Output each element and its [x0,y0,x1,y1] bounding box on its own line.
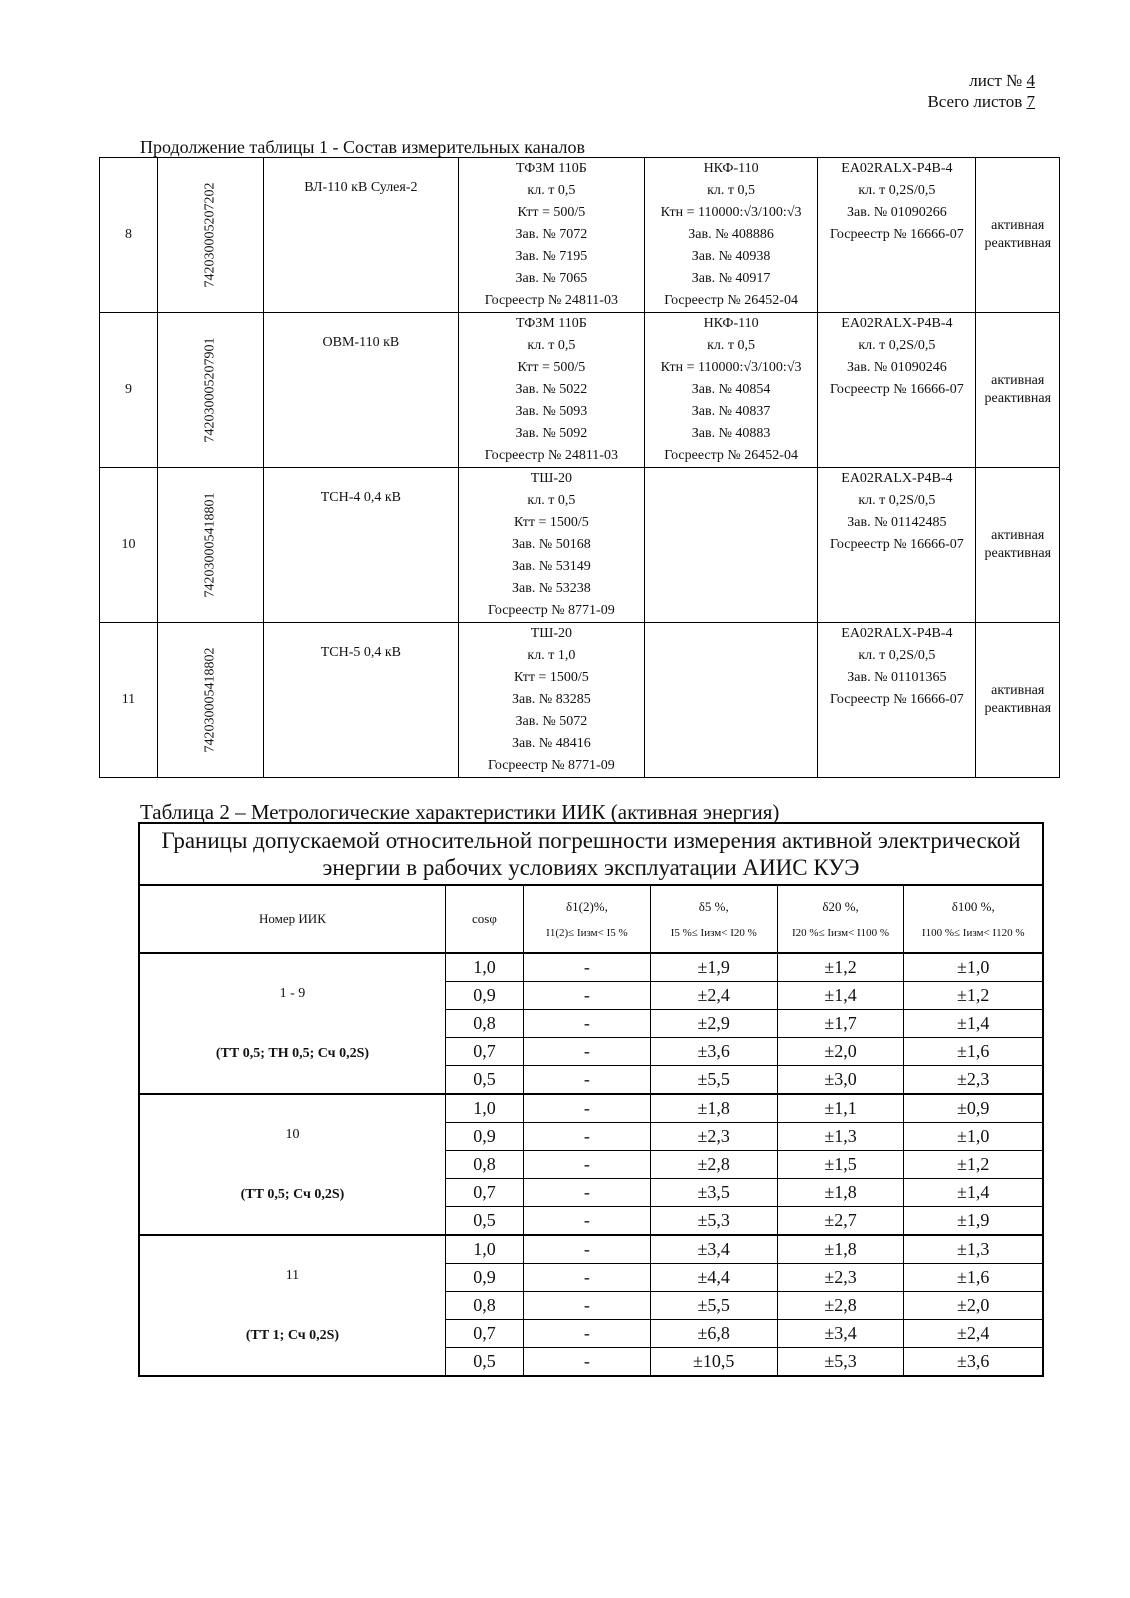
table2-title-line1: Границы допускаемой относительной погрешности измерения активной электрической [161,828,1021,853]
energy-type-line: активная [991,373,1045,388]
sheet-number-line [927,70,1035,91]
error-value: ±3,4 [650,1235,777,1264]
channel-code [157,158,263,313]
error-value: ±1,9 [904,1207,1043,1236]
header-iik: Номер ИИК [139,885,445,953]
energy-type-line: реактивная [984,391,1052,406]
table2-title [139,823,1043,885]
tt-line: Зав. № 5092 [515,426,588,441]
error-value: - [524,1207,651,1236]
error-value: ±1,4 [904,1179,1043,1207]
iik-group-composition: (ТТ 0,5; ТН 0,5; Сч 0,2S) [215,1046,370,1061]
channel-code-text: 742030005418801 [202,492,218,598]
tt-line: Госреестр № 24811-03 [484,448,618,463]
error-value: ±1,3 [777,1123,904,1151]
channel-row [100,313,1060,468]
channel-code [157,623,263,778]
tt-line: Зав. № 7065 [515,271,588,286]
header-d100-label: δ100 %, [951,899,995,914]
tn-line: Зав. № 408886 [688,227,774,242]
meter-line: Зав. № 01142485 [847,515,947,530]
error-value: - [524,1179,651,1207]
channel-number: 10 [100,468,158,623]
tn-line: Ктн = 110000:√3/100:√3 [660,360,802,375]
metrology-row [139,953,1043,982]
channel-row [100,623,1060,778]
channel-tt [458,313,644,468]
table2-caption: Таблица 2 – Метрологические характеристики ИИК (активная энергия) [140,800,780,824]
cos-value: 0,7 [445,1179,523,1207]
channel-tn [644,313,817,468]
error-value: ±1,8 [777,1235,904,1264]
channel-code-text: 742030005207901 [202,337,218,443]
meter-line: кл. т 0,2S/0,5 [858,338,936,353]
energy-type [976,623,1060,778]
channel-code-text: 742030005207202 [202,182,218,288]
energy-type [976,468,1060,623]
cos-value: 0,5 [445,1348,523,1377]
error-value: ±2,3 [777,1264,904,1292]
meter-line: кл. т 0,2S/0,5 [858,183,936,198]
meter-line: Зав. № 01101365 [847,670,947,685]
meter-line: ЕА02RALX-P4B-4 [841,316,953,331]
header-d20 [777,885,904,953]
channel-code [157,468,263,623]
tt-line: ТФЗМ 110Б [515,161,587,176]
meter-line: ЕА02RALX-P4B-4 [841,626,953,641]
tt-line: Зав. № 48416 [512,736,591,751]
metrology-row [139,1094,1043,1123]
energy-type-line: реактивная [984,701,1052,716]
error-value: ±10,5 [650,1348,777,1377]
error-value: ±2,4 [650,982,777,1010]
error-value: ±1,2 [777,953,904,982]
energy-type-line: активная [991,683,1045,698]
page-header [927,70,1035,112]
header-d5-label: δ5 %, [698,899,729,914]
meter-line: Госреестр № 16666-07 [830,382,964,397]
cos-value: 0,5 [445,1207,523,1236]
error-value: ±2,8 [650,1151,777,1179]
meter-line: Зав. № 01090266 [847,205,947,220]
header-cos: cosφ [445,885,523,953]
error-value: ±2,7 [777,1207,904,1236]
tn-line: НКФ-110 [703,161,759,176]
error-value: - [524,1264,651,1292]
channel-meter [818,158,976,313]
tn-line: кл. т 0,5 [707,183,756,198]
header-d20-label: δ20 %, [822,899,859,914]
error-value: ±2,4 [904,1320,1043,1348]
meter-line: Госреестр № 16666-07 [830,227,964,242]
metrology-row [139,1235,1043,1264]
error-value: ±1,6 [904,1264,1043,1292]
header-d100-range: I100 %≤ Iизм< I120 % [921,927,1025,939]
error-value: ±3,5 [650,1179,777,1207]
tt-line: Зав. № 5072 [515,714,588,729]
error-value: ±5,3 [777,1348,904,1377]
error-value: - [524,1320,651,1348]
iik-group-composition: (ТТ 1; Сч 0,2S) [245,1328,340,1343]
error-value: - [524,1094,651,1123]
cos-value: 1,0 [445,1094,523,1123]
channel-number: 11 [100,623,158,778]
error-value: ±1,1 [777,1094,904,1123]
energy-type-line: активная [991,528,1045,543]
error-value: ±0,9 [904,1094,1043,1123]
error-value: ±1,6 [904,1038,1043,1066]
error-value: ±4,4 [650,1264,777,1292]
tt-line: Ктт = 500/5 [517,360,586,375]
tn-line: Госреестр № 26452-04 [664,293,798,308]
error-value: ±3,4 [777,1320,904,1348]
tt-line: Госреестр № 24811-03 [484,293,618,308]
header-d100 [904,885,1043,953]
tt-line: Зав. № 7072 [515,227,588,242]
meter-line: кл. т 0,2S/0,5 [858,648,936,663]
tt-line: Ктт = 1500/5 [513,515,589,530]
error-value: ±3,0 [777,1066,904,1095]
error-value: ±5,5 [650,1292,777,1320]
tt-line: кл. т 0,5 [527,183,576,198]
meter-line: ЕА02RALX-P4B-4 [841,161,953,176]
cos-value: 0,8 [445,1151,523,1179]
error-value: ±5,5 [650,1066,777,1095]
channel-tn [644,623,817,778]
tn-line: Зав. № 40938 [691,249,771,264]
tt-line: кл. т 1,0 [527,648,576,663]
tt-line: Зав. № 83285 [512,692,591,707]
tt-line: Зав. № 5093 [515,404,588,419]
sheet-label: лист № [969,71,1023,90]
cos-value: 0,9 [445,982,523,1010]
tn-line: Зав. № 40854 [691,382,771,397]
channel-code-text: 742030005418802 [202,647,218,753]
channel-tt [458,623,644,778]
tn-line: Ктн = 110000:√3/100:√3 [660,205,802,220]
tt-line: ТШ-20 [530,626,573,641]
error-value: ±2,3 [904,1066,1043,1095]
tn-line: Зав. № 40883 [691,426,771,441]
header-d20-range: I20 %≤ Iизм< I100 % [792,927,890,939]
tn-line: Госреестр № 26452-04 [664,448,798,463]
iik-group [139,953,445,1094]
channel-number: 8 [100,158,158,313]
tn-line: Зав. № 40837 [691,404,771,419]
energy-type-line: реактивная [984,546,1052,561]
error-value: - [524,1123,651,1151]
iik-group [139,1094,445,1235]
iik-group [139,1235,445,1376]
error-value: - [524,1235,651,1264]
error-value: ±5,3 [650,1207,777,1236]
error-value: ±2,0 [777,1038,904,1066]
meter-line: Госреестр № 16666-07 [830,692,964,707]
channel-row [100,158,1060,313]
tt-line: Госреестр № 8771-09 [487,603,615,618]
error-value: - [524,1010,651,1038]
error-value: - [524,1151,651,1179]
error-value: ±3,6 [904,1348,1043,1377]
iik-group-composition: (ТТ 0,5; Сч 0,2S) [240,1187,345,1202]
tn-line: НКФ-110 [703,316,759,331]
channel-meter [818,313,976,468]
cos-value: 0,7 [445,1038,523,1066]
cos-value: 0,5 [445,1066,523,1095]
error-value: ±2,3 [650,1123,777,1151]
error-value: ±1,7 [777,1010,904,1038]
metrology-table [138,822,1044,1377]
channel-code [157,313,263,468]
total-sheets-line [927,91,1035,112]
channel-number: 9 [100,313,158,468]
channel-name: ТСН-4 0,4 кВ [263,468,458,623]
channel-row [100,468,1060,623]
error-value: ±1,4 [777,982,904,1010]
tt-line: Ктт = 1500/5 [513,670,589,685]
channel-tt [458,468,644,623]
tn-line: кл. т 0,5 [707,338,756,353]
error-value: ±2,0 [904,1292,1043,1320]
table2-title-line2: энергии в рабочих условиях эксплуатации АИИС КУЭ [322,855,860,880]
table1-caption: Продолжение таблицы 1 - Состав измерительных каналов [140,137,585,157]
error-value: - [524,982,651,1010]
header-d1-label: δ1(2)%, [565,899,608,914]
tt-line: Зав. № 5022 [515,382,588,397]
header-d5-range: I5 %≤ Iизм< I20 % [670,927,757,939]
channel-tn [644,158,817,313]
cos-value: 0,8 [445,1010,523,1038]
iik-group-label: 1 - 9 [279,986,306,1001]
tt-line: ТШ-20 [530,471,573,486]
error-value: ±1,3 [904,1235,1043,1264]
iik-group-label: 11 [285,1268,300,1283]
error-value: ±1,5 [777,1151,904,1179]
channel-name: ОВМ-110 кВ [263,313,458,468]
tt-line: кл. т 0,5 [527,338,576,353]
energy-type [976,313,1060,468]
error-value: ±1,2 [904,982,1043,1010]
error-value: - [524,1348,651,1377]
tt-line: Ктт = 500/5 [517,205,586,220]
cos-value: 1,0 [445,1235,523,1264]
error-value: ±1,0 [904,1123,1043,1151]
cos-value: 0,7 [445,1320,523,1348]
error-value: ±1,9 [650,953,777,982]
cos-value: 0,8 [445,1292,523,1320]
tt-line: кл. т 0,5 [527,493,576,508]
channel-tt [458,158,644,313]
sheet-number: 4 [1026,71,1035,90]
tt-line: Зав. № 53238 [512,581,591,596]
channel-meter [818,623,976,778]
header-d5 [650,885,777,953]
energy-type-line: реактивная [984,236,1052,251]
error-value: ±2,9 [650,1010,777,1038]
tt-line: Зав. № 53149 [512,559,591,574]
tn-line: Зав. № 40917 [691,271,771,286]
meter-line: ЕА02RALX-P4B-4 [841,471,953,486]
total-number: 7 [1026,92,1035,111]
cos-value: 0,9 [445,1123,523,1151]
cos-value: 1,0 [445,953,523,982]
tt-line: Зав. № 50168 [512,537,591,552]
meter-line: Госреестр № 16666-07 [830,537,964,552]
channel-tn [644,468,817,623]
error-value: - [524,1292,651,1320]
error-value: ±1,0 [904,953,1043,982]
error-value: ±1,8 [650,1094,777,1123]
error-value: - [524,1038,651,1066]
tt-line: ТФЗМ 110Б [515,316,587,331]
header-d1-range: I1(2)≤ Iизм< I5 % [546,927,628,939]
cos-value: 0,9 [445,1264,523,1292]
error-value: ±3,6 [650,1038,777,1066]
tt-line: Зав. № 7195 [515,249,588,264]
error-value: ±6,8 [650,1320,777,1348]
channel-meter [818,468,976,623]
error-value: - [524,953,651,982]
channel-name: ТСН-5 0,4 кВ [263,623,458,778]
meter-line: Зав. № 01090246 [847,360,947,375]
error-value: ±1,2 [904,1151,1043,1179]
error-value: ±1,4 [904,1010,1043,1038]
error-value: ±2,8 [777,1292,904,1320]
iik-group-label: 10 [285,1127,300,1142]
meter-line: кл. т 0,2S/0,5 [858,493,936,508]
channels-table [99,157,1060,778]
tt-line: Госреестр № 8771-09 [487,758,615,773]
channel-name: ВЛ-110 кВ Сулея-2 [263,158,458,313]
energy-type-line: активная [991,218,1045,233]
energy-type [976,158,1060,313]
header-d1 [524,885,651,953]
error-value: ±1,8 [777,1179,904,1207]
total-label: Всего листов [927,92,1023,111]
error-value: - [524,1066,651,1095]
